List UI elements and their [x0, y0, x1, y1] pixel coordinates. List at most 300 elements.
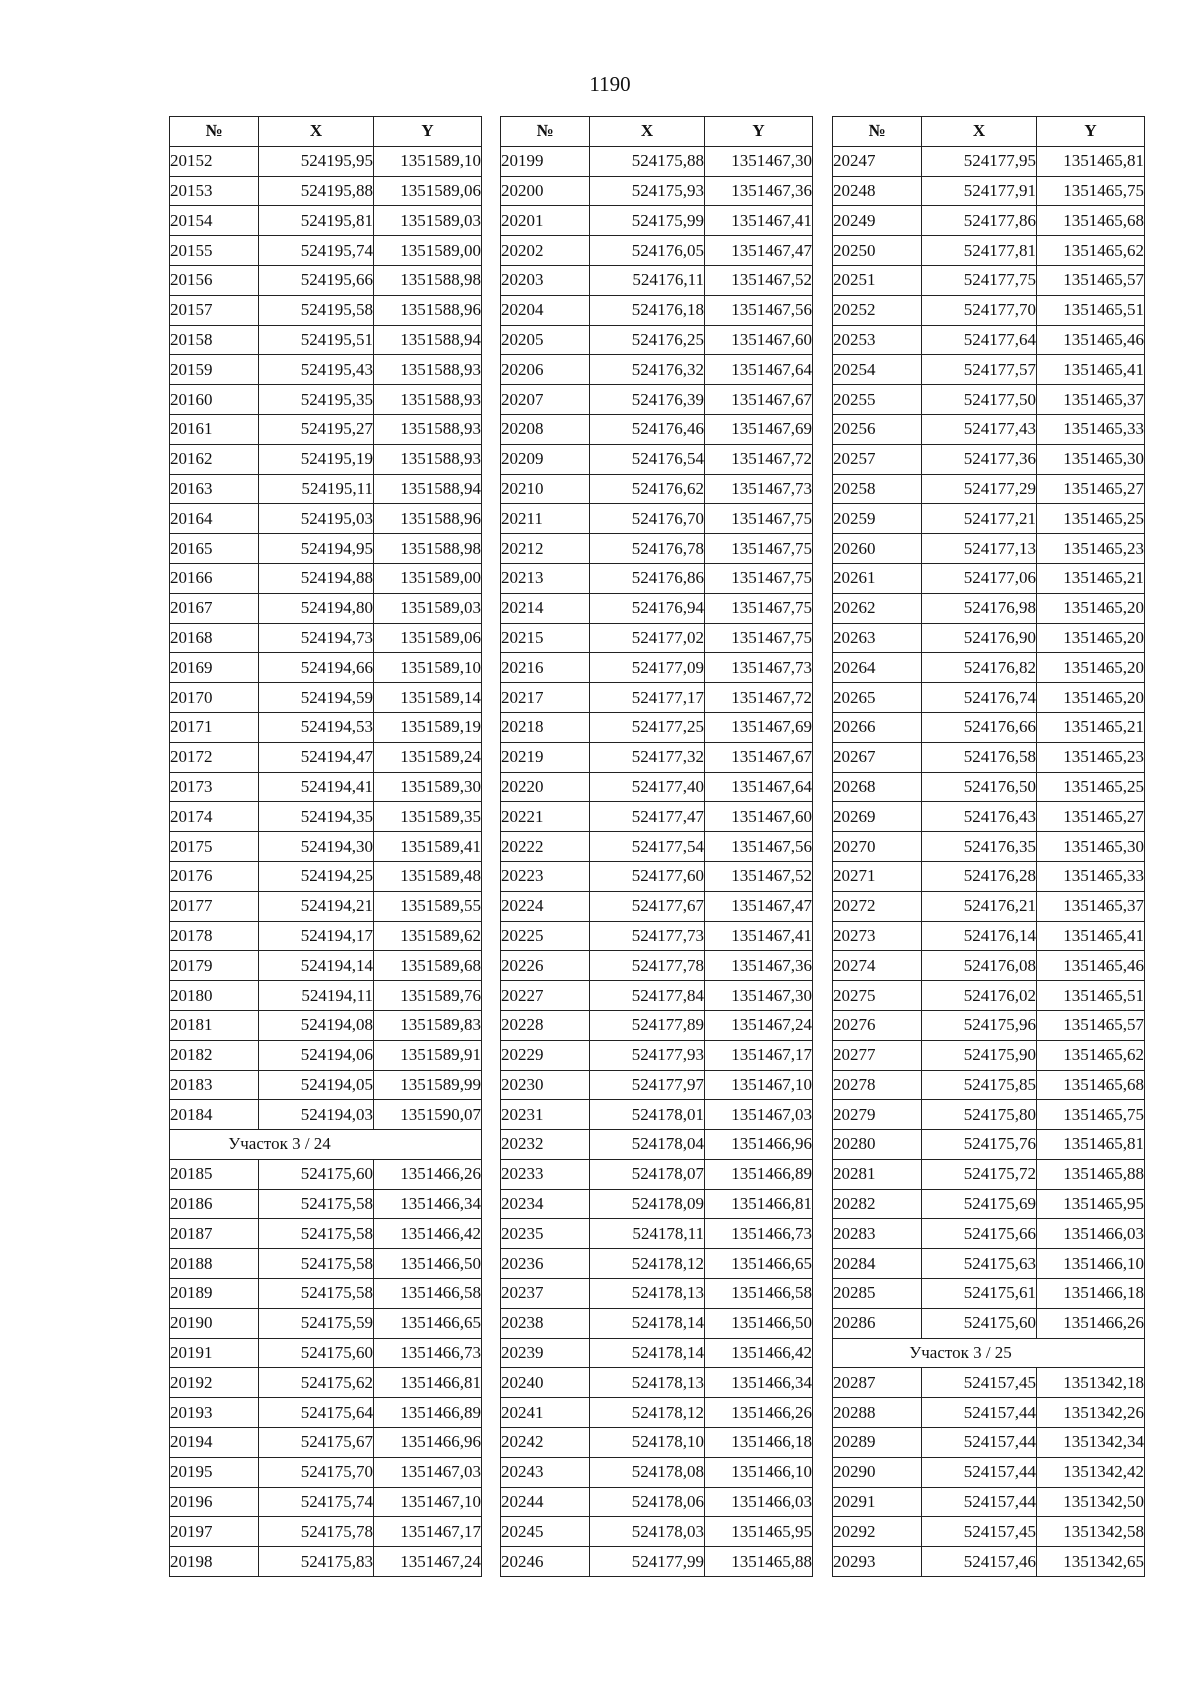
table-row: [170, 1308, 482, 1338]
point-number-cell: 20292: [833, 1517, 922, 1547]
table-row: [170, 1189, 482, 1219]
y-coordinate-cell: 1351589,06: [374, 176, 482, 206]
point-number-cell: 20282: [833, 1189, 922, 1219]
x-coordinate-cell: 524176,14: [922, 921, 1037, 951]
y-coordinate-cell: 1351467,03: [374, 1457, 482, 1487]
y-coordinate-cell: 1351342,18: [1037, 1368, 1145, 1398]
x-coordinate-cell: 524176,08: [922, 951, 1037, 981]
table-row: [501, 1547, 813, 1577]
y-coordinate-cell: 1351465,20: [1037, 593, 1145, 623]
y-coordinate-cell: 1351589,19: [374, 712, 482, 742]
point-number-cell: 20241: [501, 1398, 590, 1428]
x-coordinate-cell: 524177,93: [590, 1040, 705, 1070]
column-header-x: X: [922, 117, 1037, 147]
table-row: [501, 385, 813, 415]
y-coordinate-cell: 1351467,41: [705, 921, 813, 951]
y-coordinate-cell: 1351467,67: [705, 385, 813, 415]
y-coordinate-cell: 1351467,67: [705, 742, 813, 772]
point-number-cell: 20235: [501, 1219, 590, 1249]
x-coordinate-cell: 524175,64: [259, 1398, 374, 1428]
table-row: [501, 355, 813, 385]
table-row: [501, 265, 813, 295]
point-number-cell: 20245: [501, 1517, 590, 1547]
table-row: [833, 1040, 1145, 1070]
x-coordinate-cell: 524175,72: [922, 1159, 1037, 1189]
x-coordinate-cell: 524195,74: [259, 236, 374, 266]
point-number-cell: 20185: [170, 1159, 259, 1189]
y-coordinate-cell: 1351467,36: [705, 951, 813, 981]
point-number-cell: 20253: [833, 325, 922, 355]
table-row: [501, 295, 813, 325]
point-number-cell: 20291: [833, 1487, 922, 1517]
point-number-cell: 20182: [170, 1040, 259, 1070]
table-row: [833, 1398, 1145, 1428]
x-coordinate-cell: 524178,12: [590, 1249, 705, 1279]
point-number-cell: 20200: [501, 176, 590, 206]
table-row: [501, 444, 813, 474]
y-coordinate-cell: 1351465,46: [1037, 951, 1145, 981]
y-coordinate-cell: 1351465,68: [1037, 206, 1145, 236]
x-coordinate-cell: 524194,25: [259, 861, 374, 891]
y-coordinate-cell: 1351467,73: [705, 474, 813, 504]
x-coordinate-cell: 524157,45: [922, 1368, 1037, 1398]
point-number-cell: 20289: [833, 1428, 922, 1458]
x-coordinate-cell: 524176,43: [922, 802, 1037, 832]
point-number-cell: 20236: [501, 1249, 590, 1279]
y-coordinate-cell: 1351465,23: [1037, 534, 1145, 564]
point-number-cell: 20221: [501, 802, 590, 832]
table-row: [170, 414, 482, 444]
x-coordinate-cell: 524178,01: [590, 1100, 705, 1130]
table-row: [501, 1130, 813, 1160]
x-coordinate-cell: 524177,06: [922, 563, 1037, 593]
column-header-number: №: [170, 117, 259, 147]
table-row: [501, 1368, 813, 1398]
table-row: [501, 1070, 813, 1100]
y-coordinate-cell: 1351465,25: [1037, 504, 1145, 534]
point-number-cell: 20164: [170, 504, 259, 534]
point-number-cell: 20262: [833, 593, 922, 623]
table-row: [833, 504, 1145, 534]
x-coordinate-cell: 524194,88: [259, 563, 374, 593]
table-row: [833, 1070, 1145, 1100]
y-coordinate-cell: 1351466,18: [1037, 1279, 1145, 1309]
x-coordinate-cell: 524175,60: [259, 1159, 374, 1189]
point-number-cell: 20244: [501, 1487, 590, 1517]
x-coordinate-cell: 524194,41: [259, 772, 374, 802]
coordinates-table-3: [832, 116, 1145, 1577]
table-row: [170, 1428, 482, 1458]
y-coordinate-cell: 1351589,83: [374, 1010, 482, 1040]
x-coordinate-cell: 524175,61: [922, 1279, 1037, 1309]
point-number-cell: 20189: [170, 1279, 259, 1309]
x-coordinate-cell: 524157,44: [922, 1457, 1037, 1487]
x-coordinate-cell: 524178,13: [590, 1279, 705, 1309]
point-number-cell: 20172: [170, 742, 259, 772]
y-coordinate-cell: 1351467,56: [705, 832, 813, 862]
y-coordinate-cell: 1351466,96: [374, 1428, 482, 1458]
x-coordinate-cell: 524178,06: [590, 1487, 705, 1517]
x-coordinate-cell: 524195,03: [259, 504, 374, 534]
y-coordinate-cell: 1351589,62: [374, 921, 482, 951]
x-coordinate-cell: 524175,58: [259, 1249, 374, 1279]
x-coordinate-cell: 524176,28: [922, 861, 1037, 891]
x-coordinate-cell: 524177,67: [590, 891, 705, 921]
x-coordinate-cell: 524177,89: [590, 1010, 705, 1040]
table-row: [501, 414, 813, 444]
column-header-number: №: [501, 117, 590, 147]
point-number-cell: 20220: [501, 772, 590, 802]
table-row: [170, 534, 482, 564]
x-coordinate-cell: 524177,99: [590, 1547, 705, 1577]
point-number-cell: 20267: [833, 742, 922, 772]
x-coordinate-cell: 524157,45: [922, 1517, 1037, 1547]
y-coordinate-cell: 1351465,20: [1037, 683, 1145, 713]
point-number-cell: 20176: [170, 861, 259, 891]
table-row: [833, 951, 1145, 981]
x-coordinate-cell: 524177,70: [922, 295, 1037, 325]
table-row: [170, 921, 482, 951]
table-row: [501, 146, 813, 176]
x-coordinate-cell: 524176,74: [922, 683, 1037, 713]
table-row: [170, 1219, 482, 1249]
x-coordinate-cell: 524177,54: [590, 832, 705, 862]
x-coordinate-cell: 524177,75: [922, 265, 1037, 295]
table-row: [170, 1398, 482, 1428]
table-row: [833, 1100, 1145, 1130]
point-number-cell: 20243: [501, 1457, 590, 1487]
table-row: [833, 236, 1145, 266]
point-number-cell: 20274: [833, 951, 922, 981]
table-row: [170, 1070, 482, 1100]
y-coordinate-cell: 1351465,46: [1037, 325, 1145, 355]
x-coordinate-cell: 524178,14: [590, 1308, 705, 1338]
table-row: [501, 712, 813, 742]
point-number-cell: 20167: [170, 593, 259, 623]
point-number-cell: 20251: [833, 265, 922, 295]
point-number-cell: 20218: [501, 712, 590, 742]
point-number-cell: 20202: [501, 236, 590, 266]
point-number-cell: 20222: [501, 832, 590, 862]
x-coordinate-cell: 524177,86: [922, 206, 1037, 236]
table-row: [833, 414, 1145, 444]
x-coordinate-cell: 524177,25: [590, 712, 705, 742]
y-coordinate-cell: 1351589,91: [374, 1040, 482, 1070]
y-coordinate-cell: 1351465,75: [1037, 176, 1145, 206]
x-coordinate-cell: 524177,02: [590, 623, 705, 653]
x-coordinate-cell: 524175,83: [259, 1547, 374, 1577]
y-coordinate-cell: 1351589,06: [374, 623, 482, 653]
point-number-cell: 20207: [501, 385, 590, 415]
x-coordinate-cell: 524176,18: [590, 295, 705, 325]
y-coordinate-cell: 1351342,34: [1037, 1428, 1145, 1458]
table-row: [501, 1010, 813, 1040]
x-coordinate-cell: 524157,44: [922, 1487, 1037, 1517]
y-coordinate-cell: 1351465,81: [1037, 1130, 1145, 1160]
point-number-cell: 20212: [501, 534, 590, 564]
table-row: [501, 534, 813, 564]
table-row: [833, 802, 1145, 832]
point-number-cell: 20229: [501, 1040, 590, 1070]
table-row: [170, 1547, 482, 1577]
point-number-cell: 20203: [501, 265, 590, 295]
point-number-cell: 20246: [501, 1547, 590, 1577]
point-number-cell: 20258: [833, 474, 922, 504]
x-coordinate-cell: 524177,36: [922, 444, 1037, 474]
point-number-cell: 20233: [501, 1159, 590, 1189]
x-coordinate-cell: 524176,50: [922, 772, 1037, 802]
y-coordinate-cell: 1351467,36: [705, 176, 813, 206]
x-coordinate-cell: 524176,35: [922, 832, 1037, 862]
y-coordinate-cell: 1351467,24: [705, 1010, 813, 1040]
point-number-cell: 20284: [833, 1249, 922, 1279]
table-row: [833, 712, 1145, 742]
table-row: [833, 1547, 1145, 1577]
table-row: [170, 683, 482, 713]
table-row: [833, 593, 1145, 623]
point-number-cell: 20270: [833, 832, 922, 862]
x-coordinate-cell: 524195,43: [259, 355, 374, 385]
x-coordinate-cell: 524175,96: [922, 1010, 1037, 1040]
table-row: [833, 325, 1145, 355]
y-coordinate-cell: 1351465,23: [1037, 742, 1145, 772]
point-number-cell: 20153: [170, 176, 259, 206]
point-number-cell: 20252: [833, 295, 922, 325]
y-coordinate-cell: 1351467,75: [705, 504, 813, 534]
point-number-cell: 20192: [170, 1368, 259, 1398]
table-row: [833, 385, 1145, 415]
x-coordinate-cell: 524177,60: [590, 861, 705, 891]
point-number-cell: 20237: [501, 1279, 590, 1309]
x-coordinate-cell: 524194,47: [259, 742, 374, 772]
y-coordinate-cell: 1351342,58: [1037, 1517, 1145, 1547]
x-coordinate-cell: 524175,58: [259, 1279, 374, 1309]
point-number-cell: 20256: [833, 414, 922, 444]
column-header-x: X: [590, 117, 705, 147]
y-coordinate-cell: 1351465,57: [1037, 265, 1145, 295]
point-number-cell: 20275: [833, 981, 922, 1011]
y-coordinate-cell: 1351588,98: [374, 265, 482, 295]
table-row: [501, 236, 813, 266]
x-coordinate-cell: 524177,84: [590, 981, 705, 1011]
table-row: [833, 1428, 1145, 1458]
table-row: [170, 474, 482, 504]
table-row: [501, 1398, 813, 1428]
y-coordinate-cell: 1351466,34: [374, 1189, 482, 1219]
x-coordinate-cell: 524177,78: [590, 951, 705, 981]
y-coordinate-cell: 1351467,24: [374, 1547, 482, 1577]
table-row: [501, 951, 813, 981]
point-number-cell: 20157: [170, 295, 259, 325]
table-row: [170, 236, 482, 266]
x-coordinate-cell: 524194,66: [259, 653, 374, 683]
point-number-cell: 20247: [833, 146, 922, 176]
x-coordinate-cell: 524178,10: [590, 1428, 705, 1458]
table-row: [833, 1279, 1145, 1309]
y-coordinate-cell: 1351588,93: [374, 355, 482, 385]
y-coordinate-cell: 1351465,30: [1037, 444, 1145, 474]
table-row: [170, 325, 482, 355]
point-number-cell: 20276: [833, 1010, 922, 1040]
section-label: Участок 3 / 25: [909, 1343, 1012, 1363]
x-coordinate-cell: 524178,03: [590, 1517, 705, 1547]
point-number-cell: 20171: [170, 712, 259, 742]
point-number-cell: 20266: [833, 712, 922, 742]
y-coordinate-cell: 1351465,95: [705, 1517, 813, 1547]
point-number-cell: 20228: [501, 1010, 590, 1040]
point-number-cell: 20165: [170, 534, 259, 564]
table-row: [501, 1219, 813, 1249]
x-coordinate-cell: 524177,95: [922, 146, 1037, 176]
y-coordinate-cell: 1351465,75: [1037, 1100, 1145, 1130]
coordinates-table-1: [169, 116, 482, 1577]
point-number-cell: 20277: [833, 1040, 922, 1070]
table-row: [501, 1308, 813, 1338]
point-number-cell: 20160: [170, 385, 259, 415]
point-number-cell: 20184: [170, 1100, 259, 1130]
table-row: [170, 1100, 482, 1130]
y-coordinate-cell: 1351467,75: [705, 563, 813, 593]
x-coordinate-cell: 524194,06: [259, 1040, 374, 1070]
table-row: [170, 1487, 482, 1517]
y-coordinate-cell: 1351465,20: [1037, 623, 1145, 653]
y-coordinate-cell: 1351465,21: [1037, 563, 1145, 593]
y-coordinate-cell: 1351467,17: [705, 1040, 813, 1070]
x-coordinate-cell: 524175,58: [259, 1189, 374, 1219]
table-row: [170, 712, 482, 742]
table-row: [170, 1368, 482, 1398]
point-number-cell: 20208: [501, 414, 590, 444]
point-number-cell: 20209: [501, 444, 590, 474]
table-row: [170, 385, 482, 415]
x-coordinate-cell: 524177,43: [922, 414, 1037, 444]
x-coordinate-cell: 524175,58: [259, 1219, 374, 1249]
table-row: [170, 653, 482, 683]
y-coordinate-cell: 1351589,10: [374, 653, 482, 683]
y-coordinate-cell: 1351466,73: [705, 1219, 813, 1249]
y-coordinate-cell: 1351342,42: [1037, 1457, 1145, 1487]
y-coordinate-cell: 1351589,03: [374, 593, 482, 623]
table-row: [833, 653, 1145, 683]
y-coordinate-cell: 1351466,34: [705, 1368, 813, 1398]
x-coordinate-cell: 524178,13: [590, 1368, 705, 1398]
point-number-cell: 20278: [833, 1070, 922, 1100]
y-coordinate-cell: 1351465,30: [1037, 832, 1145, 862]
table-row: [833, 295, 1145, 325]
y-coordinate-cell: 1351465,62: [1037, 1040, 1145, 1070]
point-number-cell: 20268: [833, 772, 922, 802]
table-header-row: [501, 117, 813, 147]
x-coordinate-cell: 524176,62: [590, 474, 705, 504]
point-number-cell: 20197: [170, 1517, 259, 1547]
y-coordinate-cell: 1351465,33: [1037, 861, 1145, 891]
x-coordinate-cell: 524176,54: [590, 444, 705, 474]
x-coordinate-cell: 524195,35: [259, 385, 374, 415]
y-coordinate-cell: 1351466,50: [705, 1308, 813, 1338]
x-coordinate-cell: 524177,57: [922, 355, 1037, 385]
x-coordinate-cell: 524175,69: [922, 1189, 1037, 1219]
x-coordinate-cell: 524176,78: [590, 534, 705, 564]
y-coordinate-cell: 1351465,20: [1037, 653, 1145, 683]
y-coordinate-cell: 1351589,00: [374, 563, 482, 593]
table-row: [170, 772, 482, 802]
x-coordinate-cell: 524176,25: [590, 325, 705, 355]
table-row: [833, 1159, 1145, 1189]
point-number-cell: 20196: [170, 1487, 259, 1517]
table-row: [833, 176, 1145, 206]
x-coordinate-cell: 524178,08: [590, 1457, 705, 1487]
point-number-cell: 20238: [501, 1308, 590, 1338]
point-number-cell: 20162: [170, 444, 259, 474]
table-row: [833, 474, 1145, 504]
x-coordinate-cell: 524175,88: [590, 146, 705, 176]
table-row: [501, 891, 813, 921]
x-coordinate-cell: 524175,59: [259, 1308, 374, 1338]
x-coordinate-cell: 524175,99: [590, 206, 705, 236]
y-coordinate-cell: 1351467,75: [705, 534, 813, 564]
table-row: [501, 1487, 813, 1517]
table-row: [170, 1338, 482, 1368]
table-row: [833, 355, 1145, 385]
point-number-cell: 20261: [833, 563, 922, 593]
y-coordinate-cell: 1351467,17: [374, 1517, 482, 1547]
table-row: [170, 444, 482, 474]
point-number-cell: 20279: [833, 1100, 922, 1130]
x-coordinate-cell: 524175,76: [922, 1130, 1037, 1160]
y-coordinate-cell: 1351465,27: [1037, 802, 1145, 832]
y-coordinate-cell: 1351465,51: [1037, 295, 1145, 325]
table-row: [170, 504, 482, 534]
point-number-cell: 20166: [170, 563, 259, 593]
table-row: [170, 623, 482, 653]
table-row: [501, 1517, 813, 1547]
table-row: [170, 206, 482, 236]
x-coordinate-cell: 524194,14: [259, 951, 374, 981]
table-row: [501, 623, 813, 653]
point-number-cell: 20217: [501, 683, 590, 713]
x-coordinate-cell: 524194,53: [259, 712, 374, 742]
y-coordinate-cell: 1351465,25: [1037, 772, 1145, 802]
point-number-cell: 20159: [170, 355, 259, 385]
column-header-number: №: [833, 117, 922, 147]
table-row: [501, 563, 813, 593]
y-coordinate-cell: 1351467,47: [705, 236, 813, 266]
y-coordinate-cell: 1351588,93: [374, 414, 482, 444]
point-number-cell: 20255: [833, 385, 922, 415]
table-row: [833, 563, 1145, 593]
y-coordinate-cell: 1351466,89: [705, 1159, 813, 1189]
x-coordinate-cell: 524175,70: [259, 1457, 374, 1487]
table-row: [170, 563, 482, 593]
x-coordinate-cell: 524176,21: [922, 891, 1037, 921]
y-coordinate-cell: 1351465,41: [1037, 355, 1145, 385]
x-coordinate-cell: 524195,81: [259, 206, 374, 236]
y-coordinate-cell: 1351588,94: [374, 474, 482, 504]
table-row: [501, 742, 813, 772]
point-number-cell: 20158: [170, 325, 259, 355]
x-coordinate-cell: 524177,50: [922, 385, 1037, 415]
y-coordinate-cell: 1351588,93: [374, 444, 482, 474]
y-coordinate-cell: 1351465,37: [1037, 891, 1145, 921]
x-coordinate-cell: 524194,73: [259, 623, 374, 653]
y-coordinate-cell: 1351466,26: [705, 1398, 813, 1428]
column-header-y: Y: [374, 117, 482, 147]
x-coordinate-cell: 524175,93: [590, 176, 705, 206]
table-row: [833, 742, 1145, 772]
table-row: [501, 1249, 813, 1279]
table-row: [501, 861, 813, 891]
table-row: [170, 1457, 482, 1487]
